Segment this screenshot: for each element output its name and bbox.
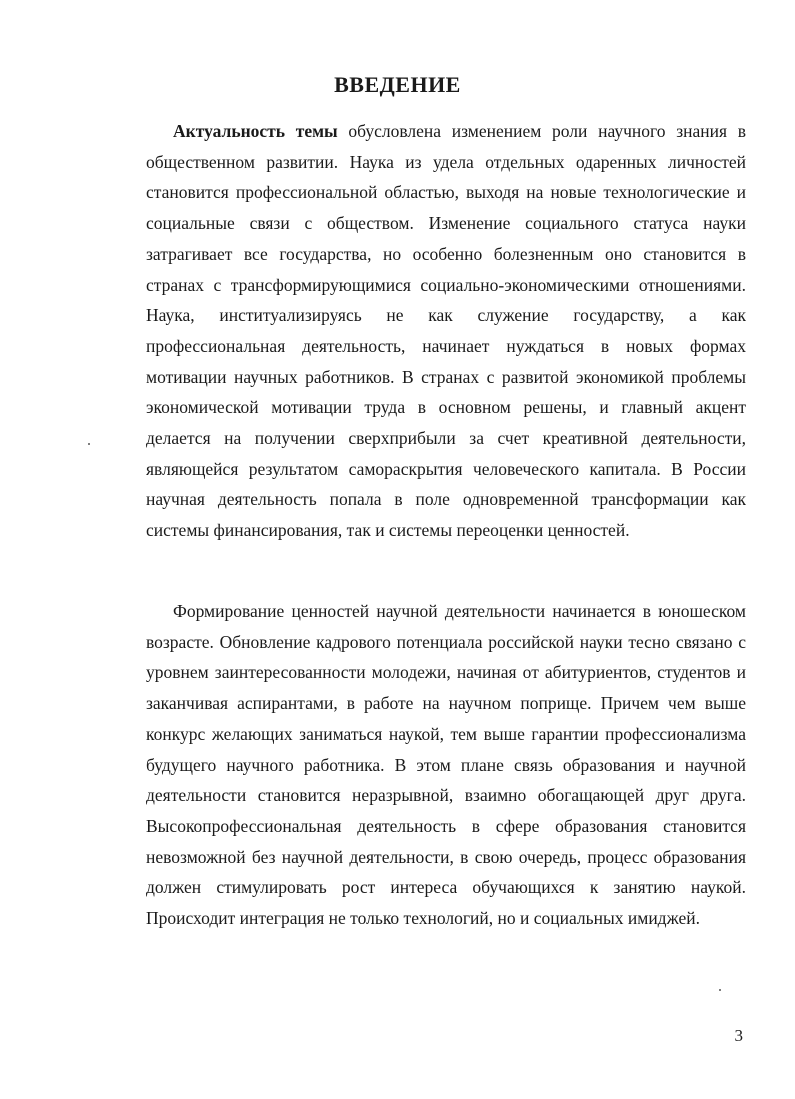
paragraph-body: Формирование ценностей научной деятельности начинается в юношеском возрасте. Обновление кадрового потенциала российской науки тесно связано с уровнем заинтересованности молодежи, начиная от абитуриентов, студентов и заканчивая аспирантами, в работе на научном поприще. Причем чем выше конкурс желающих заниматься наукой, тем выше гарантии профессионализма будущего научного работника. В этом плане связь образования и научной деятельности становится неразрывной, взаимно обогащающей друг друга. Высокопрофессиональная деятельность в сфере образования становится невозможной без научной деятельности, в свою очередь, процесс образования должен стимулировать рост интереса обучающихся к занятию наукой. Происходит интеграция не только технологий, но и социальных имиджей.	[146, 601, 746, 929]
paragraph-relevance	[146, 116, 746, 546]
paragraph-body: обусловлена изменением роли научного знания в общественном развитии. Наука из удела отдельных одаренных личностей становится профессиональной областью, выходя на новые технологические и социальные связи с обществом. Изменение социального статуса науки затрагивает все государства, но особенно болезненным оно становится в странах с трансформирующимися социально-экономическими отношениями. Наука, институализируясь не как служение государству, а как профессиональная деятельность, начинает нуждаться в новых формах мотивации научных работников. В странах с развитой экономикой проблемы экономической мотивации труда в основном решены, и главный акцент делается на получении сверхприбыли за счет креативной деятельности, являющейся результатом самораскрытия человеческого капитала. В России научная деятельность попала в поле одновременной трансформации как системы финансирования, так и системы переоценки ценностей.	[146, 121, 746, 541]
page-title: ВВЕДЕНИЕ	[334, 72, 461, 97]
paragraph-formation	[146, 596, 746, 934]
page-number: 3	[734, 1026, 743, 1045]
scan-speck	[88, 443, 90, 445]
scan-speck	[719, 989, 721, 991]
paragraph-lead: Актуальность темы	[173, 121, 338, 141]
